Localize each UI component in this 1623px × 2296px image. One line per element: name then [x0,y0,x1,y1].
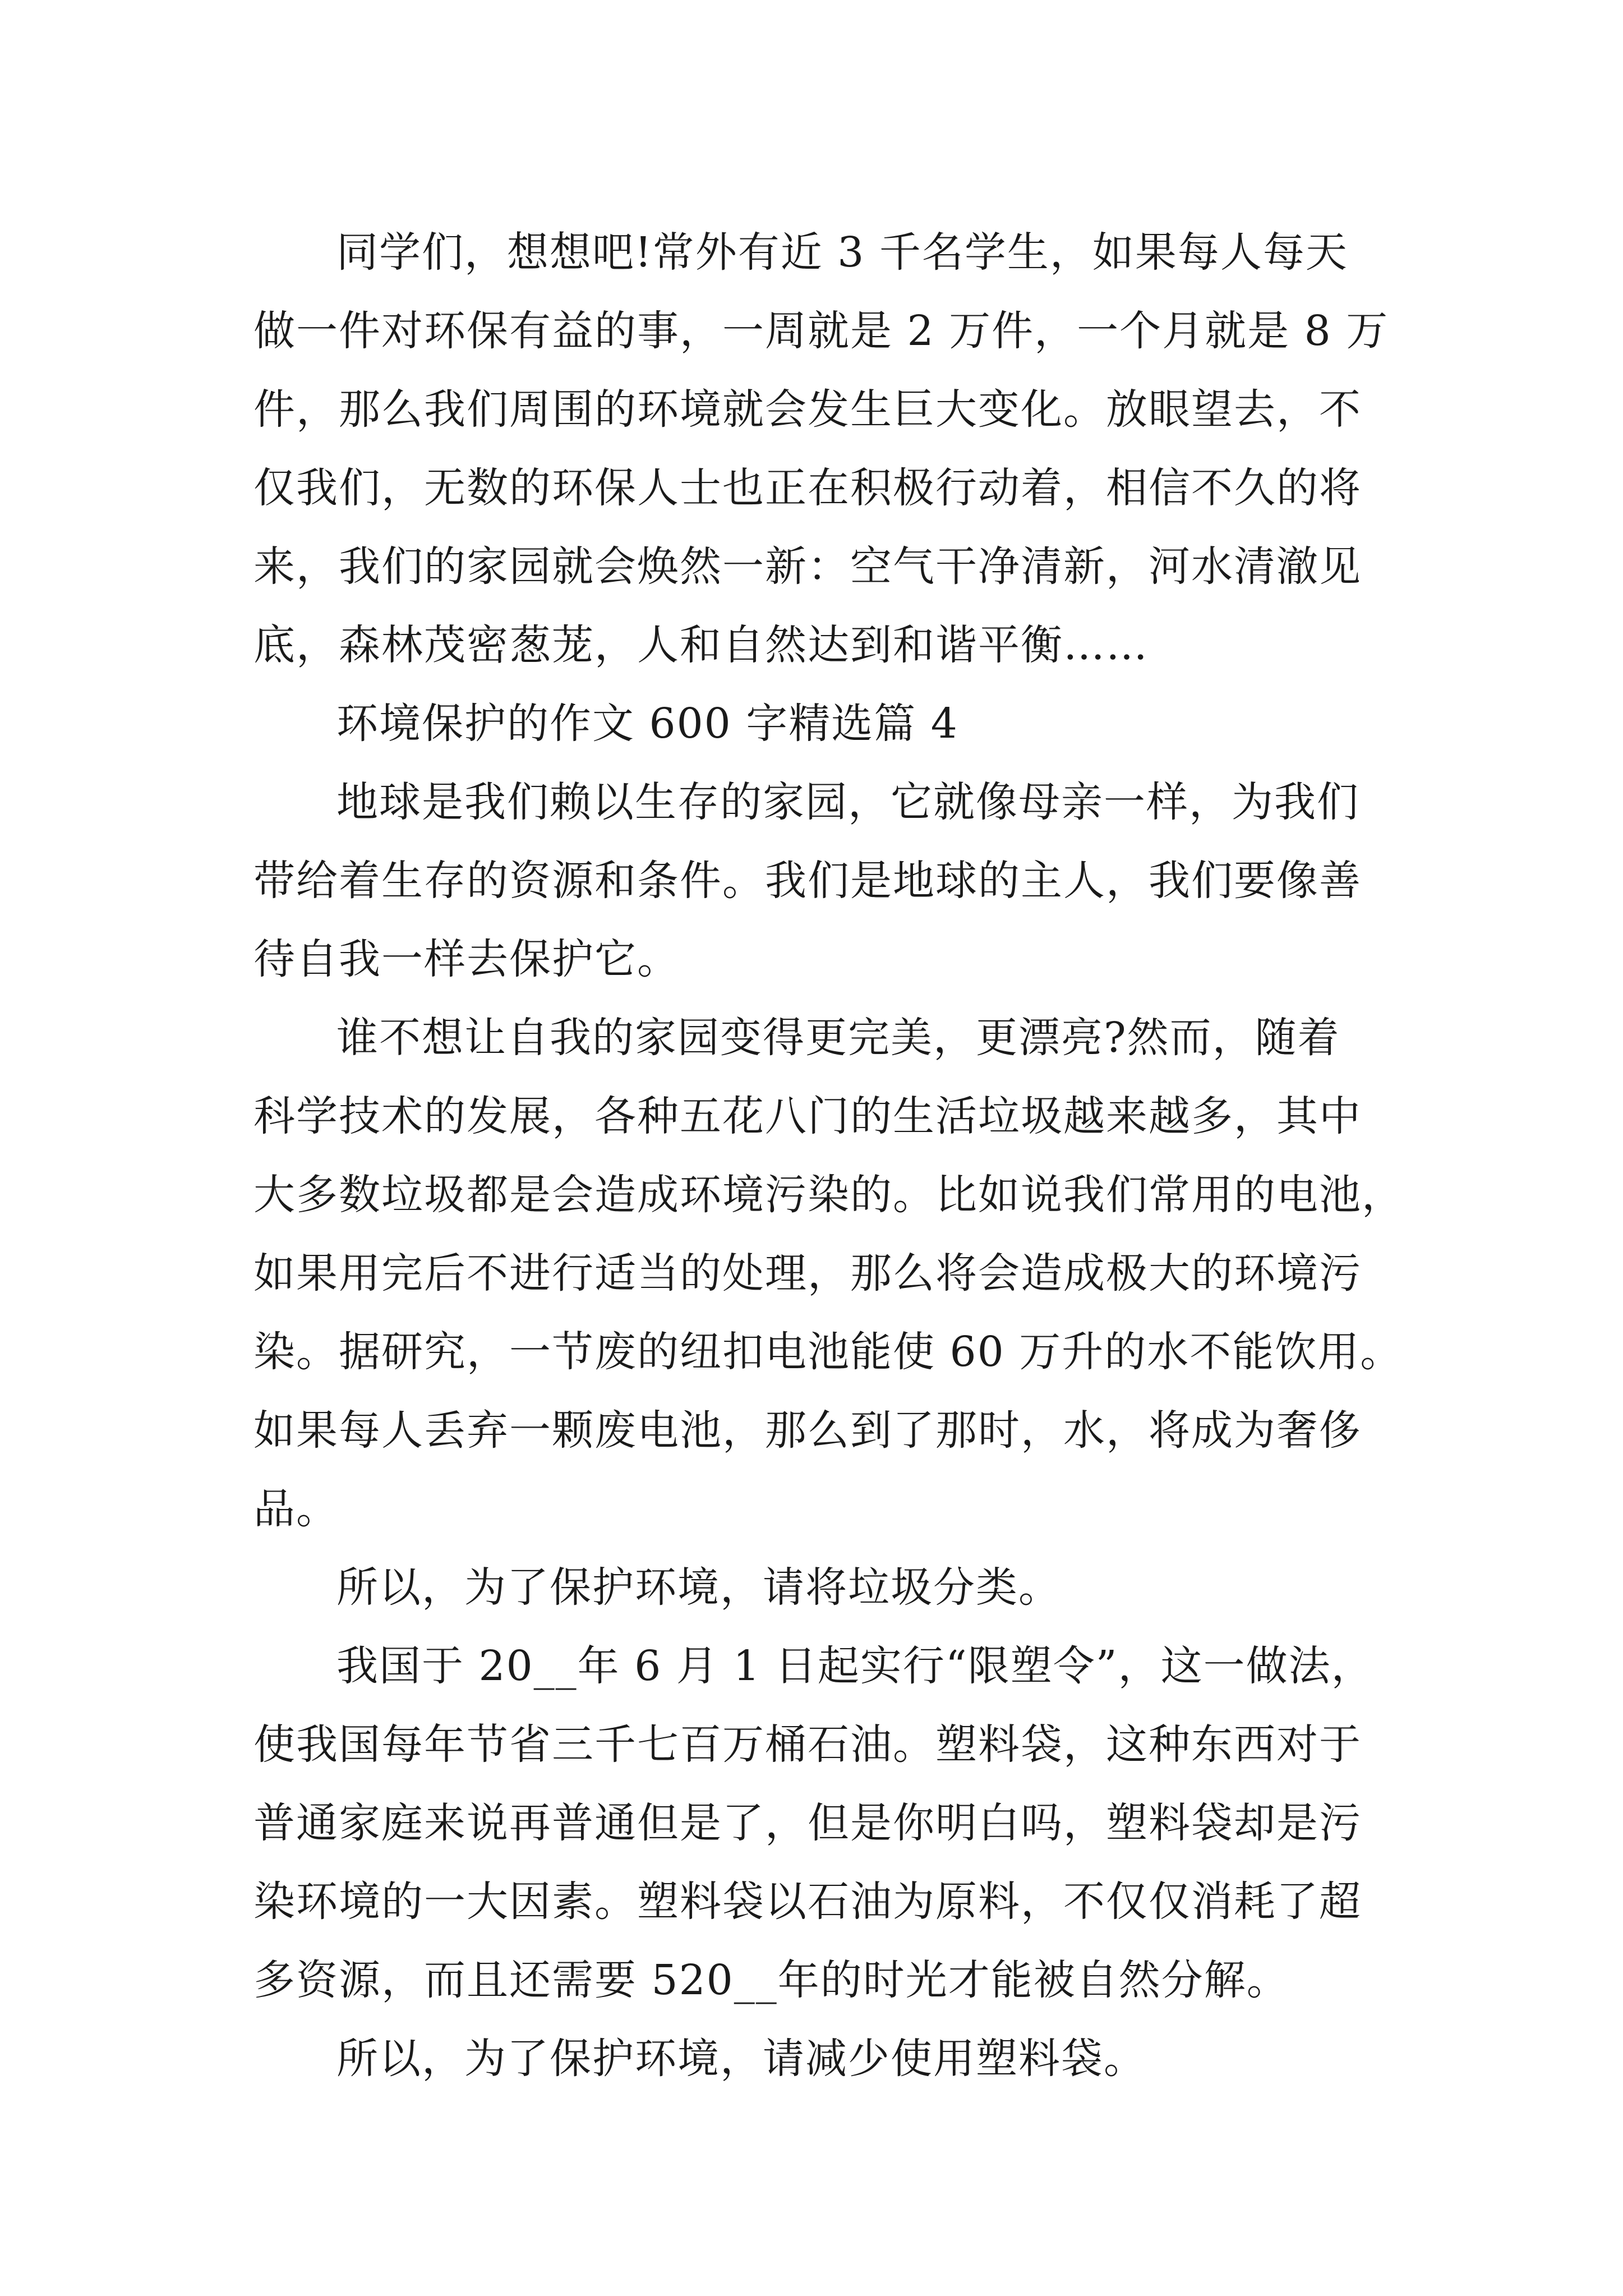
heading-text: 环境保护的作文 600 字精选篇 4 [336,700,958,748]
text-line: 带给着生存的资源和条件。我们是地球的主人，我们要像善 [253,857,1362,905]
text-line: 多资源，而且还需要 520__年的时光才能被自然分解。 [253,1956,1289,2004]
paragraph-earth-home [253,763,1392,999]
paragraph-sort-garbage [253,1548,1392,1627]
text-line: 底，森林茂密葱茏，人和自然达到和谐平衡…… [253,621,1149,669]
text-line: 件，那么我们周围的环境就会发生巨大变化。放眼望去，不 [253,385,1362,434]
text-line: 同学们，想想吧!常外有近 3 千名学生，如果每人每天 [336,228,1348,277]
paragraph-garbage-batteries [253,999,1404,1548]
paragraph-plastic-bags [253,1627,1392,2019]
text-line: 地球是我们赖以生存的家园，它就像母亲一样，为我们 [336,778,1359,826]
text-line: 所以，为了保护环境，请减少使用塑料袋。 [336,2035,1146,2083]
text-line: 仅我们，无数的环保人士也正在积极行动着，相信不久的将 [253,464,1362,512]
text-line: 染。据研究，一节废的纽扣电池能使 60 万升的水不能饮用。 [253,1328,1403,1376]
text-line: 如果用完后不进行适当的处理，那么将会造成极大的环境污 [253,1249,1362,1297]
text-line: 待自我一样去保护它。 [253,935,680,983]
text-line: 如果每人丢弃一颗废电池，那么到了那时，水，将成为奢侈 [253,1406,1362,1455]
text-line: 染环境的一大因素。塑料袋以石油为原料，不仅仅消耗了超 [253,1878,1362,1926]
text-line: 大多数垃圾都是会造成环境污染的。比如说我们常用的电池， [253,1171,1404,1219]
text-line: 品。 [253,1485,339,1533]
section-heading [253,684,1392,763]
paragraph-reduce-plastic [253,2019,1392,2098]
text-line: 所以，为了保护环境，请将垃圾分类。 [336,1563,1061,1612]
text-line: 我国于 20__年 6 月 1 日起实行“限塑令”，这一做法， [336,1642,1374,1690]
text-line: 来，我们的家园就会焕然一新：空气干净清新，河水清澈见 [253,542,1362,591]
paragraph-environment-changes [253,213,1392,684]
text-line: 做一件对环保有益的事，一周就是 2 万件，一个月就是 8 万 [253,307,1389,355]
text-line: 使我国每年节省三千七百万桶石油。塑料袋，这种东西对于 [253,1720,1362,1769]
text-line: 谁不想让自我的家园变得更完美，更漂亮?然而，随着 [336,1014,1340,1062]
document-body [253,213,1404,2098]
text-line: 科学技术的发展，各种五花八门的生活垃圾越来越多，其中 [253,1092,1362,1140]
text-line: 普通家庭来说再普通但是了，但是你明白吗，塑料袋却是污 [253,1799,1362,1847]
